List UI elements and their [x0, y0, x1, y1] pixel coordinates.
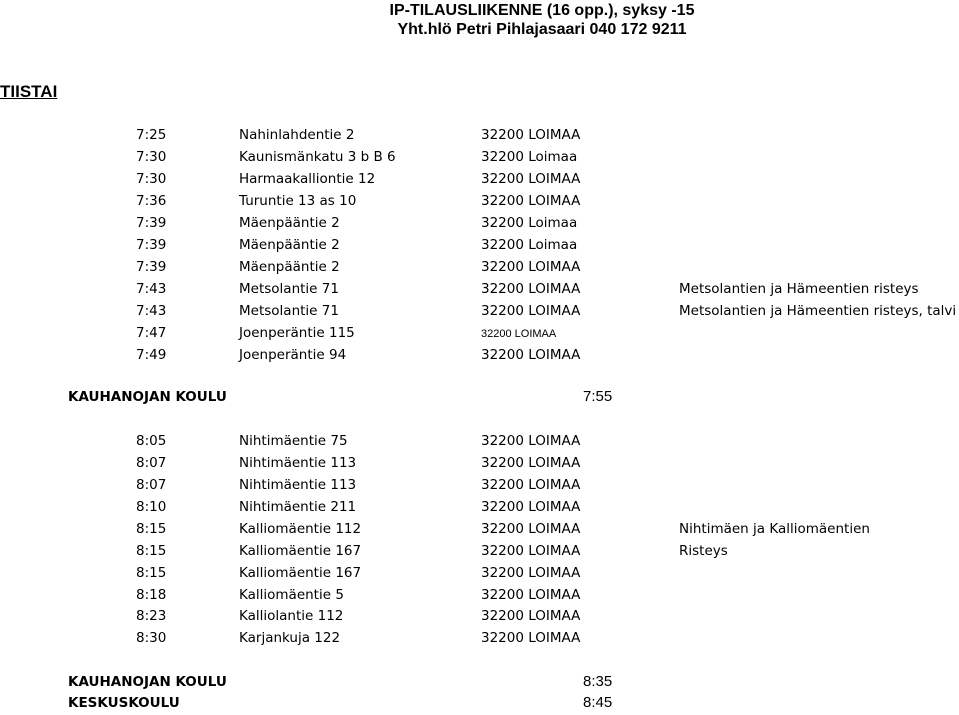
stop-address: Kalliomäentie 167: [239, 565, 362, 581]
contact-line: Yht.hlö Petri Pihlajasaari 040 172 9211: [397, 21, 687, 38]
stop-address: Nihtimäentie 211: [239, 499, 357, 515]
stop-city: 32200 LOIMAA: [481, 608, 581, 624]
stop-note: Metsolantien ja Hämeentien risteys, talvi: [679, 303, 957, 319]
stop-address: Kalliomäentie 167: [239, 543, 362, 559]
stop-time: 7:49: [136, 347, 167, 363]
school-time: 8:45: [583, 694, 613, 711]
stop-time: 7:36: [136, 193, 167, 209]
stop-time: 7:39: [136, 259, 167, 275]
stop-time: 7:47: [136, 325, 167, 341]
stop-address: Metsolantie 71: [239, 281, 339, 297]
stop-note: Nihtimäen ja Kalliomäentien: [679, 521, 870, 537]
stop-address: Mäenpääntie 2: [239, 259, 340, 275]
stop-city: 32200 LOIMAA: [481, 193, 581, 209]
stop-time: 8:18: [136, 587, 167, 603]
stop-city: 32200 Loimaa: [481, 149, 578, 165]
stop-city: 32200 LOIMAA: [481, 630, 581, 646]
stop-city: 32200 LOIMAA: [481, 347, 581, 363]
stop-city: 32200 LOIMAA: [481, 565, 581, 581]
stop-time: 7:30: [136, 171, 167, 187]
stop-city: 32200 Loimaa: [481, 237, 578, 253]
stop-address: Joenperäntie 115: [239, 325, 355, 341]
stop-city: 32200 LOIMAA: [481, 259, 581, 275]
stop-time: 7:39: [136, 215, 167, 231]
stop-city: 32200 LOIMAA: [481, 499, 581, 515]
school-name: KESKUSKOULU: [68, 695, 180, 711]
stop-city: 32200 LOIMAA: [481, 171, 581, 187]
stop-address: Kalliomäentie 112: [239, 521, 362, 537]
stop-note: Metsolantien ja Hämeentien risteys: [679, 281, 919, 297]
stop-address: Kalliomäentie 5: [239, 587, 344, 603]
stop-time: 8:30: [136, 630, 167, 646]
stop-address: Joenperäntie 94: [239, 347, 347, 363]
stop-time: 8:05: [136, 433, 167, 449]
stop-address: Harmaakalliontie 12: [239, 171, 376, 187]
stop-address: Kalliolantie 112: [239, 608, 344, 624]
stop-city: 32200 LOIMAA: [481, 521, 581, 537]
stop-time: 8:15: [136, 543, 167, 559]
stop-time: 8:07: [136, 455, 167, 471]
stop-city: 32200 LOIMAA: [481, 477, 581, 493]
stop-address: Mäenpääntie 2: [239, 215, 340, 231]
stop-address: Turuntie 13 as 10: [239, 193, 357, 209]
stop-address: Mäenpääntie 2: [239, 237, 340, 253]
stop-address: Karjankuja 122: [239, 630, 341, 646]
school-time: 7:55: [583, 388, 613, 405]
stop-city: 32200 LOIMAA: [481, 455, 581, 471]
school-name: KAUHANOJAN KOULU: [68, 389, 227, 405]
stop-city: 32200 LOIMAA: [481, 543, 581, 559]
stop-address: Nihtimäentie 75: [239, 433, 348, 449]
stop-city: 32200 LOIMAA: [481, 587, 581, 603]
school-time: 8:35: [583, 673, 613, 690]
stop-city: 32200 LOIMAA: [481, 127, 581, 143]
stop-address: Metsolantie 71: [239, 303, 339, 319]
day-heading: TIISTAI: [0, 82, 58, 101]
stop-time: 7:43: [136, 303, 167, 319]
stop-city: 32200 LOIMAA: [481, 303, 581, 319]
stop-time: 8:23: [136, 608, 167, 624]
school-name: KAUHANOJAN KOULU: [68, 674, 227, 690]
stop-time: 7:43: [136, 281, 167, 297]
stop-city: 32200 Loimaa: [481, 215, 578, 231]
stop-time: 8:15: [136, 565, 167, 581]
stop-time: 8:15: [136, 521, 167, 537]
stop-time: 7:39: [136, 237, 167, 253]
stop-time: 7:30: [136, 149, 167, 165]
stop-address: Kaunismänkatu 3 b B 6: [239, 149, 396, 165]
stop-city: 32200 LOIMAA: [481, 281, 581, 297]
stop-address: Nihtimäentie 113: [239, 477, 357, 493]
stop-note: Risteys: [679, 543, 728, 559]
stop-time: 8:07: [136, 477, 167, 493]
stop-address: Nihtimäentie 113: [239, 455, 357, 471]
stop-address: Nahinlahdentie 2: [239, 127, 355, 143]
stop-time: 8:10: [136, 499, 167, 515]
stop-city: 32200 LOIMAA: [481, 328, 557, 340]
stop-city: 32200 LOIMAA: [481, 433, 581, 449]
stop-time: 7:25: [136, 127, 167, 143]
page-title: IP-TILAUSLIIKENNE (16 opp.), syksy -15: [389, 2, 695, 19]
